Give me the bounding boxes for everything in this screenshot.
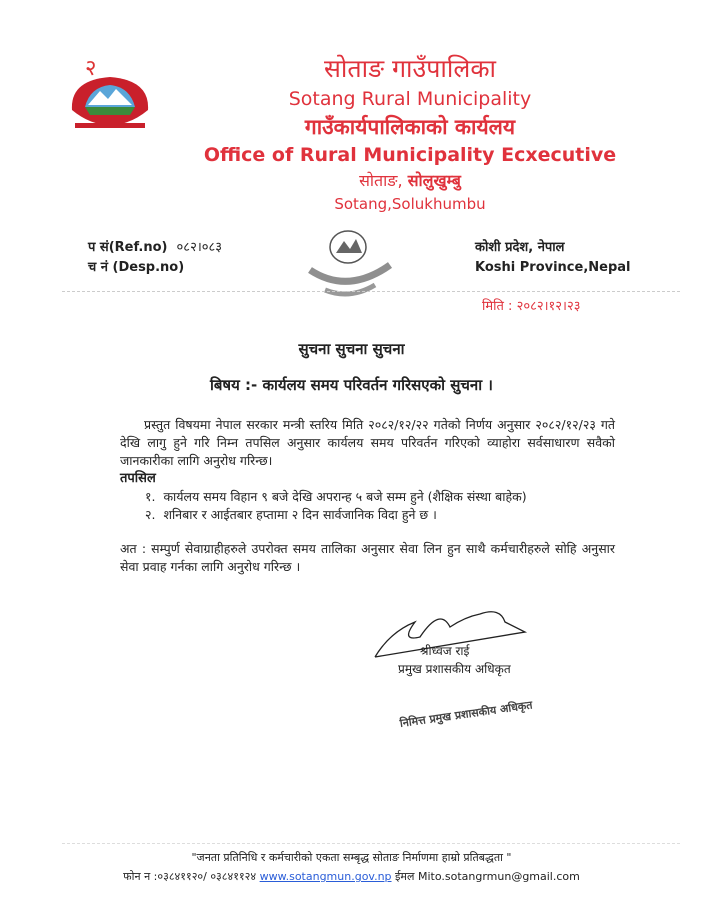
footer-email: ईमल Mito.sotangrmun@gmail.com (395, 870, 580, 883)
notice-body (120, 416, 615, 576)
municipality-name-en: Sotang Rural Municipality (288, 88, 532, 110)
desp-label: च नं (Desp.no) (88, 260, 185, 275)
svg-text:२: २ (85, 56, 97, 81)
footer-divider (62, 843, 680, 844)
province-np: कोशी प्रदेश, नेपाल (475, 240, 565, 255)
province-en: Koshi Province,Nepal (475, 260, 631, 275)
list-item (120, 488, 615, 506)
header-divider (62, 291, 680, 292)
municipality-name-np: सोताङ गाउँपालिका (324, 54, 496, 83)
list-item (120, 506, 615, 524)
notice-paragraph-2: अत : सम्पुर्ण सेवाग्राहीहरुले उपरोक्त समय तालिका अनुसार सेवा लिन हुन साथै कर्मचारीहरुले सोहि अनुसार सेवा प्रवाह गर्नका लागि अनुरोध गरिन्छ । (120, 541, 615, 574)
footer (0, 848, 703, 886)
ref-label: प सं(Ref.no) (88, 240, 168, 255)
list-item-text: कार्यलय समय विहान ९ बजे देखि अपरान्ह ५ बजे सम्म हुने (शैक्षिक संस्था बाहेक) (163, 489, 527, 504)
list-item-number: १. (145, 489, 156, 504)
website-link[interactable]: www.sotangmun.gov.np (259, 870, 392, 883)
footer-contact (0, 867, 703, 886)
footer-phone: फोन न :०३८४११२०/ ०३८४११२४ (123, 870, 257, 883)
notice-subject: बिषय :- कार्यलय समय परिवर्तन गरिसएको सुचना । (209, 376, 493, 394)
reference-block (88, 238, 222, 278)
notice-heading: सुचना सुचना सुचना (298, 340, 405, 358)
signatory-title: प्रमुख प्रशासकीय अधिकृत (398, 662, 511, 676)
office-name-np: गाउँकार्यपालिकाको कार्यलय (304, 115, 516, 139)
letterhead (150, 52, 670, 215)
office-seal (300, 225, 400, 314)
office-name-en: Office of Rural Municipality Ecxecutive (203, 144, 617, 166)
footer-motto: "जनता प्रतिनिधि र कर्मचारीको एकता सम्बृद्ध सोताङ निर्माणमा हाम्रो प्रतिबद्धता " (191, 851, 512, 864)
signatory-name: श्रीध्वज राई (420, 644, 470, 658)
notice-paragraph-1: प्रस्तुत विषयमा नेपाल सरकार मन्त्री स्तरिय मिति २०८२/१२/२२ गतेको निर्णय अनुसार २०८२/१२/२३ गते देखि लागु हुने गरि निम्न तपसिल अनुसार कार्यलय समय परिवर्तन गरिएको व्याहोरा सर्वसाधारण सवैको जानकारीका लागि अनुरोध गरिन्छ। (120, 417, 615, 468)
location-np-1: सोताङ, (359, 171, 403, 190)
list-item-number: २. (145, 507, 156, 522)
province-block (475, 238, 631, 278)
location-en: Sotang,Solukhumbu (334, 195, 486, 213)
location-np (150, 169, 670, 193)
location-np-2: सोलुखुम्बु (407, 171, 461, 190)
tapsil-heading: तपसिल (120, 471, 156, 486)
signatory-stamp: निमित्त प्रमुख प्रशासकीय अधिकृत (399, 698, 534, 730)
date: मिति : २०८२।१२।२३ (482, 299, 581, 314)
nepal-emblem-logo (60, 55, 160, 139)
signatory-block (398, 642, 511, 678)
list-item-text: शनिबार र आईतबार हप्तामा २ दिन सार्वजानिक विदा हुने छ । (163, 507, 437, 522)
ref-value: ०८२।०८३ (176, 240, 223, 255)
